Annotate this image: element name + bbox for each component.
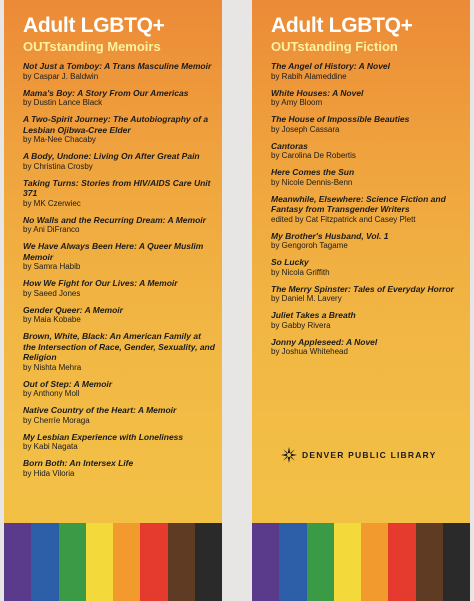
book-title: A Two-Spirit Journey: The Autobiography of a Lesbian Ojibwa-Cree Elder (23, 114, 209, 135)
book-entry (271, 167, 464, 188)
book-author: by Nishta Mehra (23, 362, 82, 372)
book-entry (23, 331, 216, 373)
book-title: Gender Queer: A Memoir (23, 304, 123, 315)
book-author: by Saeed Jones (23, 288, 81, 298)
book-entry (271, 310, 464, 331)
book-title: White Houses: A Novel (271, 87, 364, 98)
book-author: by Nicole Dennis-Benn (271, 177, 353, 187)
book-author: by Ma-Nee Chacaby (23, 135, 96, 144)
denver-public-library-logo-icon (280, 446, 298, 464)
book-title: No Walls and the Recurring Dream: A Memoir (23, 214, 206, 225)
book-title: We Have Always Been Here: A Queer Muslim Memoir (23, 241, 204, 262)
book-author: by Joshua Whitehead (271, 347, 348, 356)
stripe-6 (140, 523, 167, 601)
fiction-subtitle: OUTstanding Fiction (271, 39, 398, 54)
book-title: Born Both: An Intersex Life (23, 458, 134, 468)
book-entry (271, 141, 464, 162)
stripe-3 (307, 523, 334, 601)
book-author: by Rabih Alameddine (271, 71, 347, 81)
book-title: The Angel of History: A Novel (271, 61, 391, 71)
book-entry (271, 61, 464, 82)
book-entry (23, 458, 216, 479)
book-entry (23, 241, 216, 272)
fiction-book-list (252, 55, 470, 357)
book-author: edited by Cat Fitzpatrick and Casey Plett (271, 214, 416, 224)
book-author: by Dustin Lance Black (23, 98, 103, 107)
book-author: by Christina Crosby (23, 161, 93, 171)
book-title: Cantoras (271, 140, 308, 151)
book-entry (23, 151, 216, 172)
book-entry (271, 114, 464, 135)
book-author: by Caspar J. Baldwin (23, 71, 99, 81)
book-entry (23, 88, 216, 109)
stripe-4 (334, 523, 361, 601)
memoirs-book-list (4, 55, 222, 479)
fiction-title: Adult LGBTQ+ (271, 14, 413, 37)
book-title: A Body, Undone: Living On After Great Pain (23, 151, 200, 161)
memoirs-title: Adult LGBTQ+ (23, 14, 165, 37)
memoirs-header (4, 0, 222, 55)
fiction-header (252, 0, 470, 55)
book-entry (271, 337, 464, 358)
stripe-7 (168, 523, 195, 601)
book-title: Taking Turns: Stories from HIV/AIDS Care Unit 371 (23, 177, 211, 198)
book-author: by MK Czerwiec (23, 198, 81, 208)
book-author: by Carolina De Robertis (271, 151, 356, 160)
book-title: Mama's Boy: A Story From Our Americas (23, 87, 189, 98)
library-logo (280, 446, 436, 464)
stripe-7 (416, 523, 443, 601)
book-entry (23, 215, 216, 236)
book-title: How We Fight for Our Lives: A Memoir (23, 278, 178, 288)
book-author: by Kabi Nagata (23, 442, 78, 451)
stripe-5 (113, 523, 140, 601)
book-title: Here Comes the Sun (271, 167, 355, 177)
stripe-3 (59, 523, 86, 601)
book-author: by Gabby Rivera (271, 320, 331, 330)
book-author: by Cherríe Moraga (23, 415, 90, 425)
book-title: Out of Step: A Memoir (23, 378, 113, 389)
book-author: by Gengoroh Tagame (271, 241, 348, 250)
book-author: by Amy Bloom (271, 98, 323, 107)
book-author: by Nicola Griffith (271, 267, 330, 277)
fiction-bookmark (252, 0, 470, 601)
library-name: DENVER PUBLIC LIBRARY (302, 450, 437, 460)
book-author: by Ani DiFranco (23, 225, 80, 234)
stripe-8 (443, 523, 470, 601)
book-entry (271, 257, 464, 278)
book-entry (23, 178, 216, 209)
stripe-2 (279, 523, 306, 601)
book-author: by Anthony Moll (23, 389, 80, 398)
book-title: So Lucky (271, 257, 309, 267)
book-entry (23, 379, 216, 400)
book-title: Juliet Takes a Breath (271, 310, 356, 320)
book-entry (23, 278, 216, 299)
stripe-8 (195, 523, 222, 601)
stripe-1 (252, 523, 279, 601)
book-entry (23, 405, 216, 426)
book-author: by Daniel M. Lavery (271, 294, 342, 303)
book-title: My Brother's Husband, Vol. 1 (271, 230, 389, 241)
book-title: Not Just a Tomboy: A Trans Masculine Memoir (23, 61, 212, 71)
book-entry (23, 305, 216, 326)
memoirs-subtitle: OUTstanding Memoirs (23, 39, 161, 54)
book-entry (271, 231, 464, 252)
book-entry (271, 88, 464, 109)
book-author: by Joseph Cassara (271, 124, 340, 134)
book-title: Brown, White, Black: An American Family at the Intersection of Race, Gender, Sexuality, and Religion (23, 331, 215, 362)
memoirs-bookmark (4, 0, 222, 601)
book-title: The Merry Spinster: Tales of Everyday Horror (271, 283, 454, 294)
book-author: by Hida Viloria (23, 468, 75, 478)
book-title: My Lesbian Experience with Loneliness (23, 431, 184, 442)
stripe-2 (31, 523, 58, 601)
book-title: Meanwhile, Elsewhere: Science Fiction and Fantasy from Transgender Writers (271, 193, 446, 214)
rainbow-stripes (252, 523, 470, 601)
rainbow-stripes (4, 523, 222, 601)
stripe-5 (361, 523, 388, 601)
book-author: by Maia Kobabe (23, 315, 81, 324)
book-entry (23, 61, 216, 82)
book-author: by Samra Habib (23, 262, 81, 271)
book-entry (23, 114, 216, 145)
stripe-4 (86, 523, 113, 601)
book-title: Jonny Appleseed: A Novel (271, 336, 378, 347)
stripe-1 (4, 523, 31, 601)
book-title: The House of Impossible Beauties (271, 114, 410, 124)
stripe-6 (388, 523, 415, 601)
book-title: Native Country of the Heart: A Memoir (23, 405, 177, 415)
book-entry (271, 284, 464, 305)
book-entry (23, 432, 216, 453)
book-entry (271, 194, 464, 225)
